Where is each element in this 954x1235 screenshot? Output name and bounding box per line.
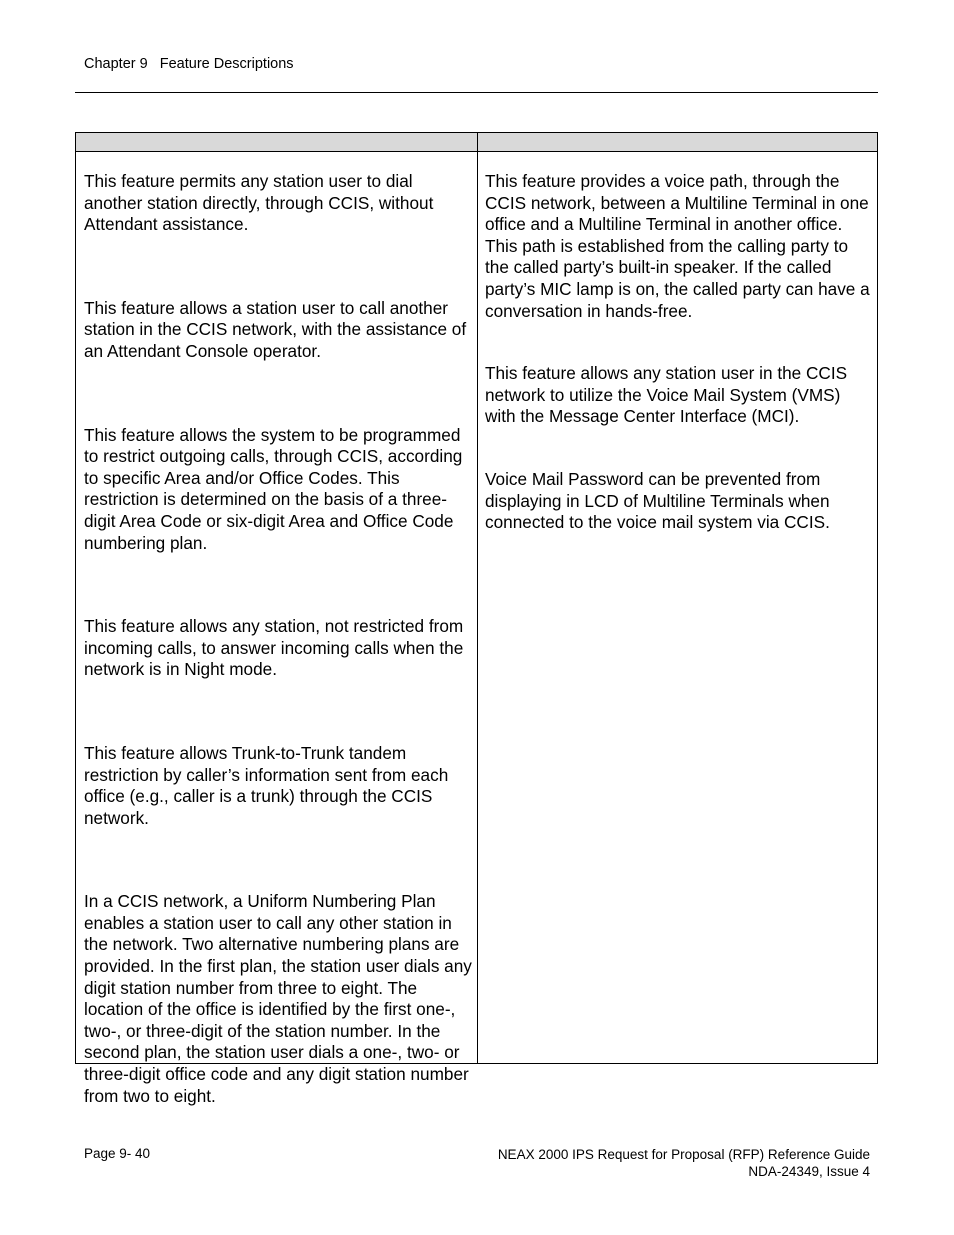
feature-description: This feature allows the system to be programmed to restrict outgoing calls, through CCIS, according to specific Area and/or Office Codes. This restriction is determined on the basis of a three-digit Area Code or six-digit Area and Office Code numbering plan. <box>84 424 463 553</box>
header-divider <box>75 92 878 93</box>
chapter-header: Chapter 9 Feature Descriptions <box>84 56 294 72</box>
feature-description: This feature allows any station user in the CCIS network to utilize the Voice Mail System (VMS) with the Message Center Interface (MCI). <box>485 363 848 427</box>
right-column <box>485 171 873 534</box>
page-number: Page 9- 40 <box>84 1146 151 1161</box>
footer-guide-info <box>498 1146 870 1180</box>
feature-description: This feature allows any station, not restricted from incoming calls, to answer incoming calls when the network is in Night mode. <box>84 616 464 680</box>
feature-description: This feature permits any station user to dial another station directly, through CCIS, without Attendant assistance. <box>84 171 434 235</box>
feature-table <box>75 132 878 1106</box>
document-id: NDA-24349, Issue 4 <box>748 1164 870 1179</box>
column-divider <box>477 133 478 1063</box>
feature-description: Voice Mail Password can be prevented from displaying in LCD of Multiline Terminals when connected to the voice mail system via CCIS. <box>485 468 830 533</box>
feature-description: In a CCIS network, a Uniform Numbering Plan enables a station user to call any other station in the network. Two alternative numbering plans are provided. In the first plan, the station user dials any digit station number from three to eight. The location of the office is identified by the first one-, two-, or three-digit of the station number. In the second plan, the station user dials a one-, two- or three-digit office code and any digit station number from two to eight. <box>84 891 472 1106</box>
guide-title: NEAX 2000 IPS Request for Proposal (RFP) Reference Guide <box>497 1147 870 1162</box>
left-column <box>84 171 472 1107</box>
feature-description: This feature provides a voice path, through the CCIS network, between a Multiline Terminal in one office and a Multiline Terminal in another office. This path is established from the calling party to the called party’s built-in speaker. If the called party’s MIC lamp is on, the called party can have a conversation in hands-free. <box>485 171 870 321</box>
feature-description: This feature allows Trunk-to-Trunk tandem restriction by caller’s information sent from each office (e.g., caller is a trunk) through the CCIS network. <box>84 742 449 828</box>
feature-description: This feature allows a station user to call another station in the CCIS network, with the assistance of an Attendant Console operator. <box>84 297 467 361</box>
